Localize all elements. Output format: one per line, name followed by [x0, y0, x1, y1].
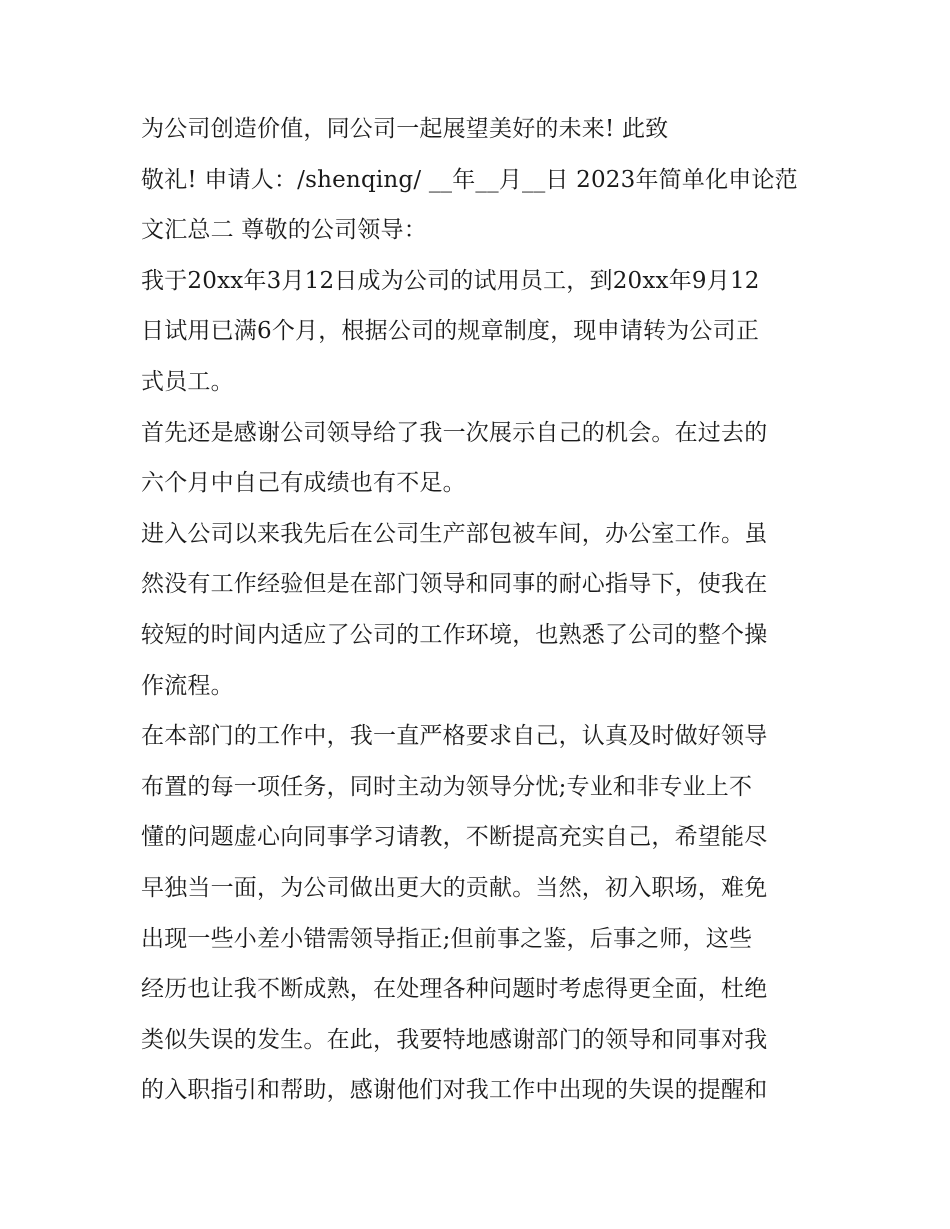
document-body [141, 104, 821, 1116]
text-line: 早独当一面，为公司做出更大的贡献。当然，初入职场，难免 [141, 874, 768, 901]
text-line: 日试用已满6个月，根据公司的规章制度，现申请转为公司正 [141, 318, 760, 345]
text-line: 敬礼! 申请人：/shenqing/ __年__月__日 2023年简单化申论范 [141, 166, 798, 193]
text-line: 出现一些小差小错需领导指正;但前事之鉴，后事之师，这些 [141, 925, 753, 952]
text-line: 六个月中自己有成绩也有不足。 [141, 470, 466, 497]
text-line: 为公司创造价值，同公司一起展望美好的未来! 此致 [141, 116, 669, 142]
text-line: 布置的每一项任务，同时主动为领导分忧;专业和非专业上不 [141, 773, 753, 800]
text-line: 进入公司以来我先后在公司生产部包被车间，办公室工作。虽 [141, 520, 768, 547]
text-line: 文汇总二 尊敬的公司领导： [141, 217, 427, 244]
text-line: 然没有工作经验但是在部门领导和同事的耐心指导下，使我在 [141, 571, 768, 598]
text-line: 我于20xx年3月12日成为公司的试用员工，到20xx年9月12 [141, 267, 760, 294]
text-line: 首先还是感谢公司领导给了我一次展示自己的机会。在过去的 [141, 419, 768, 446]
text-line: 经历也让我不断成熟，在处理各种问题时考虑得更全面，杜绝 [141, 976, 768, 1003]
text-line: 在本部门的工作中，我一直严格要求自己，认真及时做好领导 [141, 723, 768, 750]
text-line: 的入职指引和帮助，感谢他们对我工作中出现的失误的提醒和 [141, 1077, 768, 1104]
text-line: 式员工。 [141, 368, 234, 395]
text-line: 懂的问题虚心向同事学习请教，不断提高充实自己，希望能尽 [141, 824, 768, 851]
text-line: 较短的时间内适应了公司的工作环境，也熟悉了公司的整个操 [141, 621, 768, 648]
text-line: 作流程。 [141, 672, 234, 699]
text-line: 类似失误的发生。在此，我要特地感谢部门的领导和同事对我 [141, 1026, 768, 1053]
